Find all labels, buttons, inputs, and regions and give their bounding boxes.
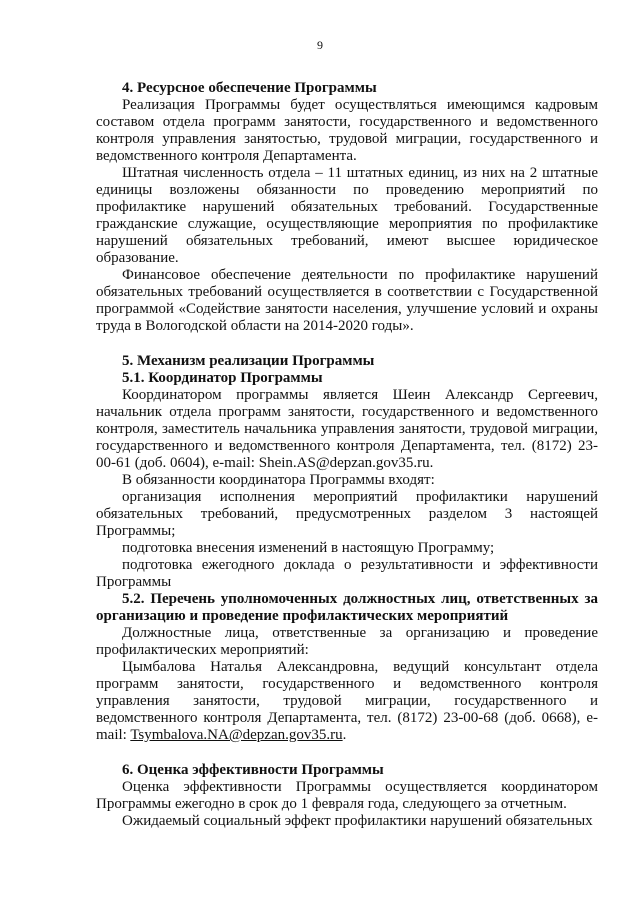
section-5-2-paragraph-2 [96, 659, 598, 744]
section-4-paragraph-3: Финансовое обеспечение деятельности по профилактике нарушений обязательных требований осуществляется в соответствии с Государственной программой «Содействие занятости населения, улучшение условий и охраны труда в Вологодской области на 2014-2020 годы». [96, 267, 598, 334]
email-link[interactable]: Tsymbalova.NA@depzan.gov35.ru [130, 727, 343, 743]
section-5-1-paragraph-2: В обязанности координатора Программы входят: [122, 472, 435, 488]
email-label: e-mail: [96, 710, 599, 743]
sentence-end: . [342, 727, 347, 743]
section-4-paragraph-1: Реализация Программы будет осуществляться имеющимся кадровым составом отдела программ занятости, государственного и ведомственного контроля управления занятостью, трудовой миграции, государственного и ведомственного контроля Департамента. [96, 97, 598, 164]
section-5-2-heading: 5.2. Перечень уполномоченных должностных лиц, ответственных за организацию и проведение профилактических мероприятий [96, 591, 598, 624]
section-6-heading: 6. Оценка эффективности Программы [122, 762, 384, 778]
section-5-heading: 5. Механизм реализации Программы [122, 353, 375, 369]
section-5-2-paragraph-1: Должностные лица, ответственные за организацию и проведение профилактических мероприятий: [96, 625, 598, 658]
section-4-heading: 4. Ресурсное обеспечение Программы [122, 80, 377, 96]
page-number: 9 [317, 38, 323, 52]
section-5-1-heading: 5.1. Координатор Программы [122, 370, 323, 386]
section-6-paragraph-1: Оценка эффективности Программы осуществляется координатором Программы ежегодно в срок до 1 февраля года, следующего за отчетным. [96, 779, 598, 812]
section-5-1-paragraph-5: подготовка ежегодного доклада о результативности и эффективности Программы [96, 557, 598, 590]
section-4-paragraph-2: Штатная численность отдела – 11 штатных единиц, из них на 2 штатные единицы возложены обязанности по проведению мероприятий по профилактике нарушений обязательных требований. Государственные гражданские служащие, осуществляющие мероприятия по профилактике нарушений обязательных требований, имеют высшее юридическое образование. [96, 165, 598, 266]
section-5-1-paragraph-3: организация исполнения мероприятий профилактики нарушений обязательных требований, предусмотренных разделом 3 настоящей Программы; [96, 489, 598, 539]
section-5-1-paragraph-1: Координатором программы является Шеин Александр Сергеевич, начальник отдела программ занятости, государственного и ведомственного контроля, заместитель начальника управления занятости, трудовой миграции, государственного и ведомственного контроля Департамента, тел. (8172) 23-00-61 (доб. 0604), e-mail: Shein.AS@depzan.gov35.ru. [96, 387, 598, 471]
responsible-person-text: Цымбалова Наталья Александровна, ведущий консультант отдела программ занятости, государственного и ведомственного контроля управления занятости, трудовой миграции, государственного и ведомственного контроля Департамента, тел. (8172) 23-00-68 (доб. 0668), [96, 659, 598, 726]
section-6-paragraph-2: Ожидаемый социальный эффект профилактики нарушений обязательных [122, 813, 593, 829]
section-5-1-paragraph-4: подготовка внесения изменений в настоящую Программу; [122, 540, 495, 556]
